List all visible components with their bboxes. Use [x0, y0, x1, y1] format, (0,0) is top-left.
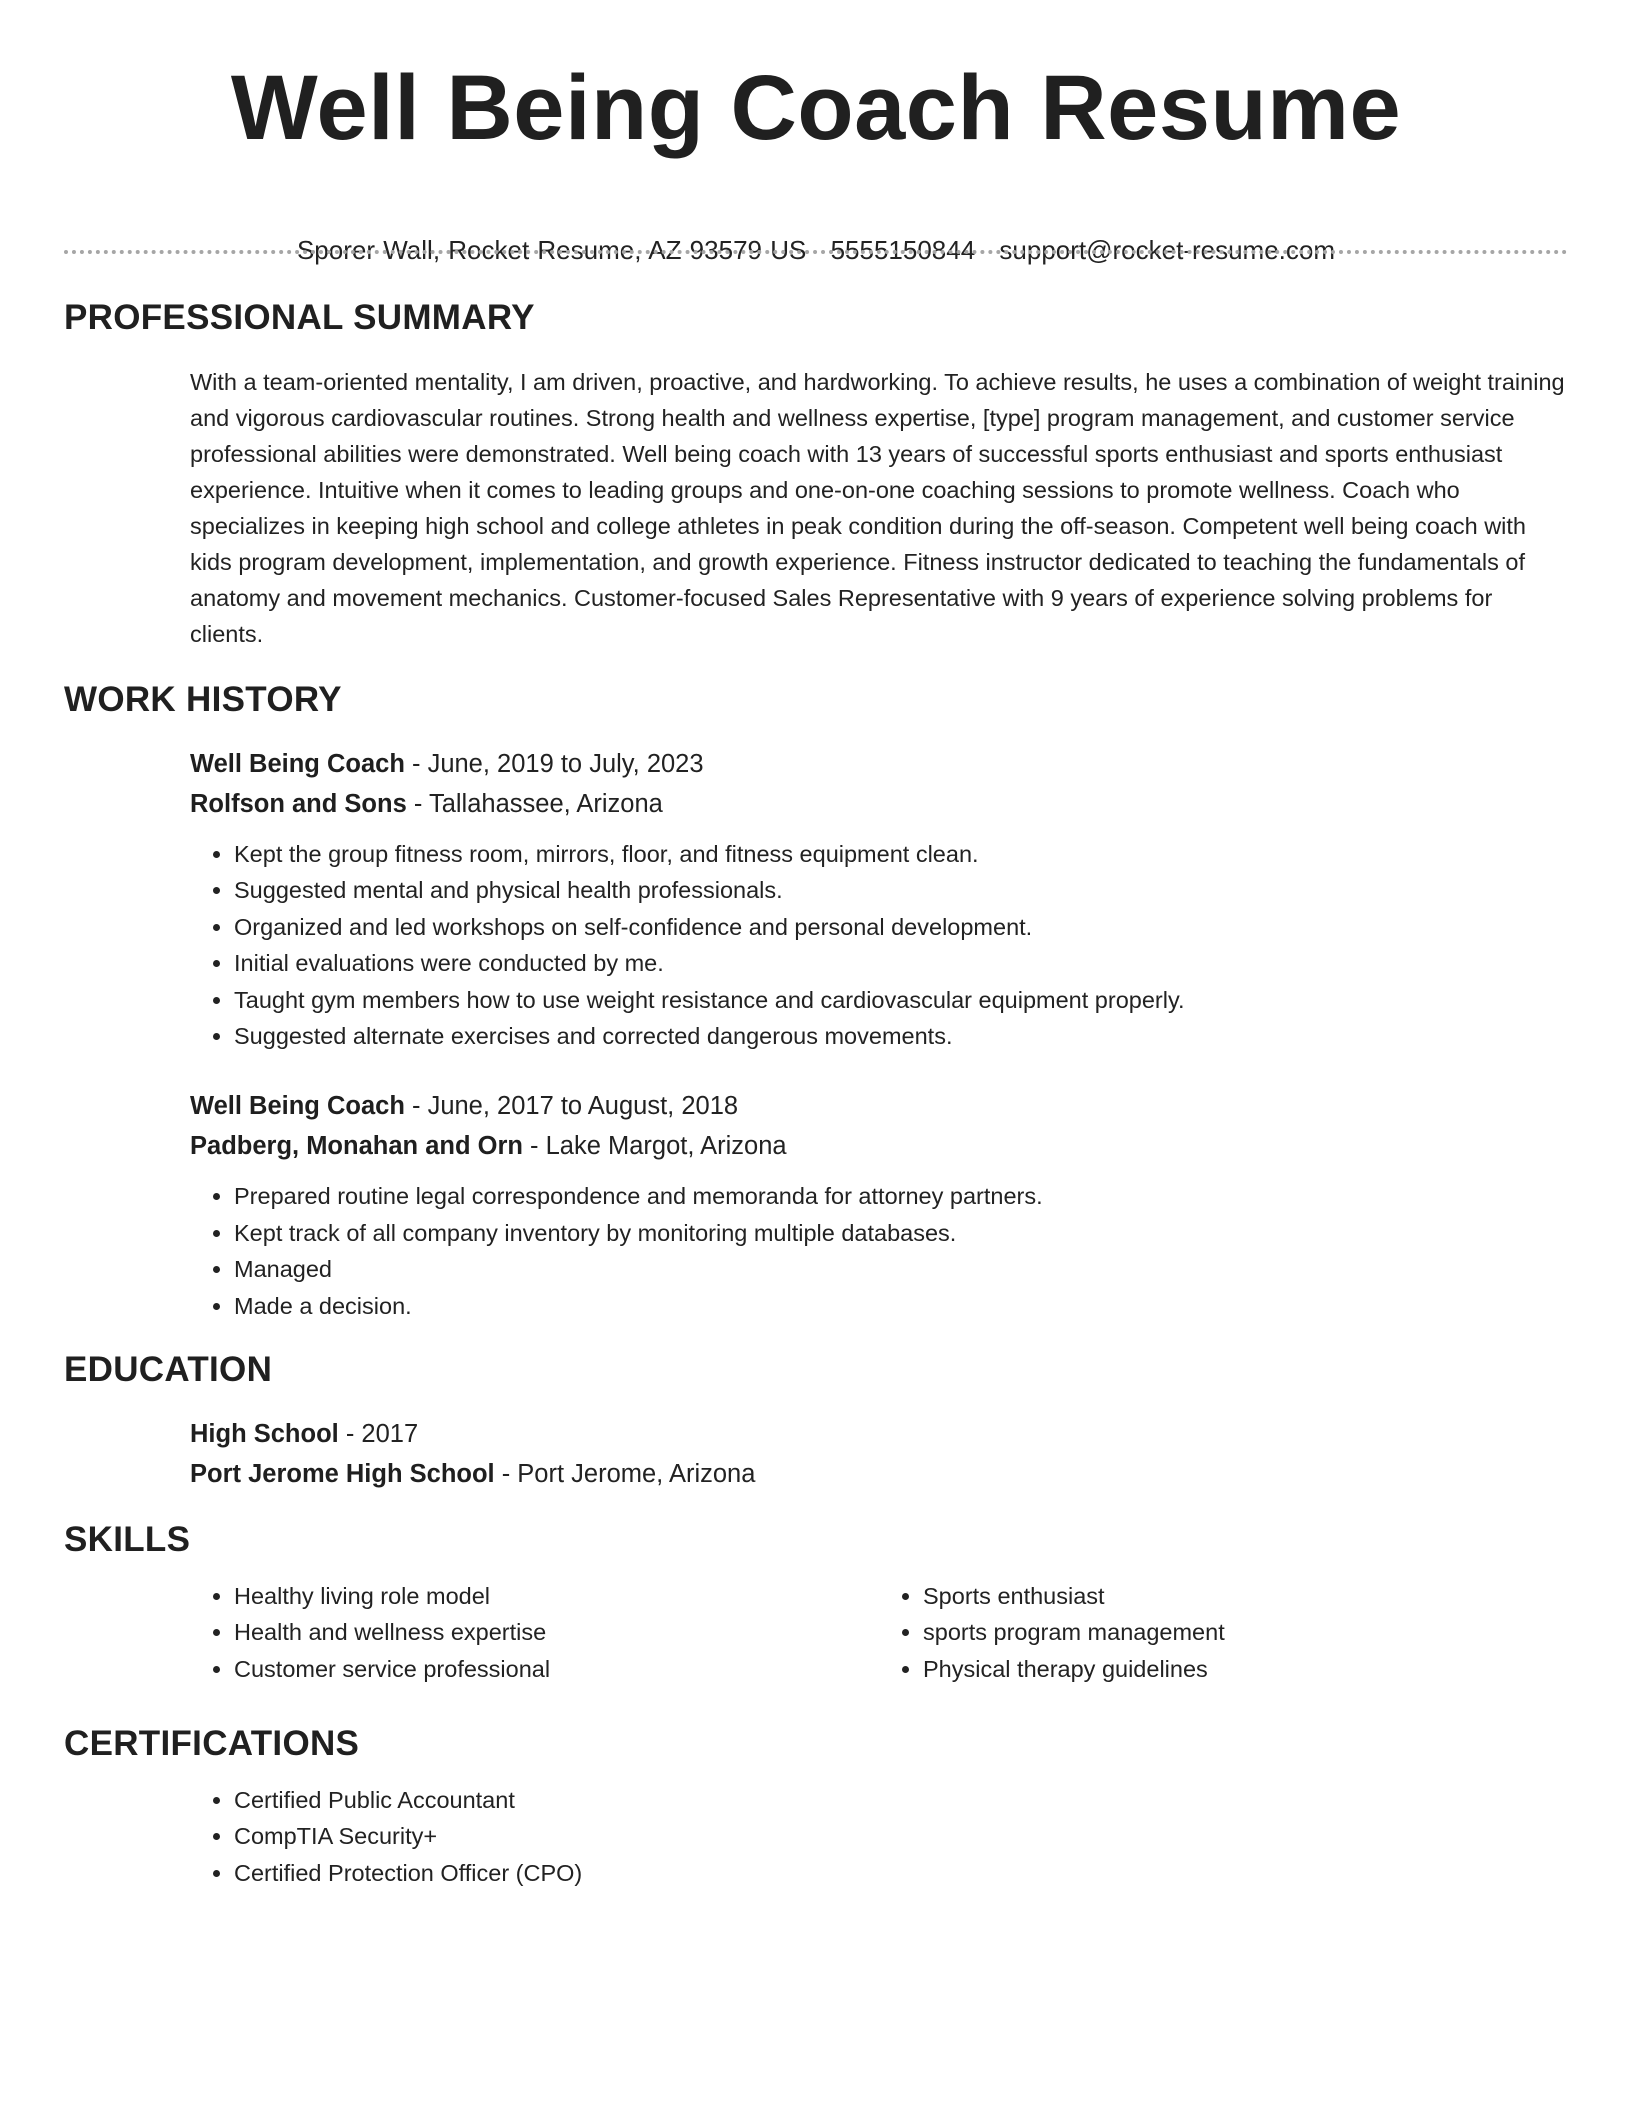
summary-heading: PROFESSIONAL SUMMARY [64, 298, 535, 337]
list-item: • Taught gym members how to use weight resistance and cardiovascular equipment properly. [234, 982, 1568, 1018]
job-duties-list [190, 1178, 1568, 1324]
list-item: • CompTIA Security+ [234, 1818, 1568, 1854]
job-dates: - June, 2019 to July, 2023 [404, 750, 704, 778]
list-item: • Health and wellness expertise [234, 1614, 879, 1650]
resume-header [0, 0, 1632, 268]
job-title-line [190, 744, 1568, 784]
list-item: • Kept track of all company inventory by monitoring multiple databases. [234, 1215, 1568, 1251]
summary-text: With a team-oriented mentality, I am driven, proactive, and hardworking. To achieve results, he uses a combination of weight training and vigorous cardiovascular routines. Strong health and wellness expertise, [type] program management, and customer service professional abilities were demonstrated. Well being coach with 13 years of successful sports enthusiast and sports enthusiast experience. Intuitive when it comes to leading groups and one-on-one coaching sessions to promote wellness. Coach who specializes in keeping high school and college athletes in peak condition during the off-season. Competent well being coach with kids program development, implementation, and growth experience. Fitness instructor dedicated to teaching the fundamentals of anatomy and movement mechanics. Customer-focused Sales Representative with 9 years of experience solving problems for clients. [190, 369, 1565, 647]
certifications-section [64, 1722, 1568, 1891]
list-item: • Made a decision. [234, 1288, 1568, 1324]
job-position: Well Being Coach [190, 1092, 405, 1121]
work-history-section [64, 678, 1568, 1324]
list-item: • Healthy living role model [234, 1578, 879, 1614]
school-line [190, 1454, 1568, 1494]
list-item: • Certified Public Accountant [234, 1782, 1568, 1818]
degree-line [190, 1414, 1568, 1454]
list-item: • Certified Protection Officer (CPO) [234, 1855, 1568, 1891]
list-item: • Sports enthusiast [923, 1578, 1568, 1614]
contact-phone: 5555150844 [830, 235, 976, 265]
graduation-year: - 2017 [338, 1420, 419, 1448]
certifications-list [190, 1782, 1568, 1891]
certifications-heading: CERTIFICATIONS [64, 1724, 360, 1763]
job-entry [190, 1086, 1568, 1324]
job-location: - Tallahassee, Arizona [406, 790, 663, 818]
job-dates: - June, 2017 to August, 2018 [404, 1092, 739, 1121]
list-item: • Customer service professional [234, 1651, 879, 1687]
resume-title: Well Being Coach Resume [230, 57, 1402, 159]
contact-email: support@rocket-resume.com [999, 235, 1336, 265]
education-heading: EDUCATION [64, 1350, 273, 1389]
list-item: • Suggested alternate exercises and corrected dangerous movements. [234, 1018, 1568, 1054]
job-company-line [190, 1126, 1568, 1166]
job-position: Well Being Coach [190, 750, 405, 778]
skills-grid [190, 1578, 1568, 1687]
job-duties-list [190, 836, 1568, 1054]
header-divider [64, 250, 1568, 254]
list-item: • Managed [234, 1251, 1568, 1287]
degree: High School [190, 1420, 339, 1448]
list-item: • sports program management [923, 1614, 1568, 1650]
job-title-line [190, 1086, 1568, 1126]
education-section [64, 1348, 1568, 1494]
list-item: • Initial evaluations were conducted by me. [234, 945, 1568, 981]
school-name: Port Jerome High School [190, 1460, 495, 1488]
work-history-heading: WORK HISTORY [64, 680, 342, 719]
list-item: • Suggested mental and physical health professionals. [234, 872, 1568, 908]
list-item: • Physical therapy guidelines [923, 1651, 1568, 1687]
job-location: - Lake Margot, Arizona [522, 1132, 787, 1161]
contact-address: Sporer Wall, Rocket Resume, AZ 93579 US [296, 235, 807, 265]
skills-list-right [879, 1578, 1568, 1687]
summary-section [64, 296, 1568, 652]
school-location: - Port Jerome, Arizona [494, 1460, 756, 1488]
job-entry [190, 744, 1568, 1054]
list-item: • Organized and led workshops on self-confidence and personal development. [234, 909, 1568, 945]
list-item: • Kept the group fitness room, mirrors, floor, and fitness equipment clean. [234, 836, 1568, 872]
skills-heading: SKILLS [64, 1520, 191, 1559]
job-company-line [190, 784, 1568, 824]
skills-list-left [190, 1578, 879, 1687]
job-company: Padberg, Monahan and Orn [190, 1132, 523, 1161]
list-item: • Prepared routine legal correspondence and memoranda for attorney partners. [234, 1178, 1568, 1214]
skills-section [64, 1518, 1568, 1687]
education-entry [190, 1414, 1568, 1494]
job-company: Rolfson and Sons [190, 790, 407, 818]
